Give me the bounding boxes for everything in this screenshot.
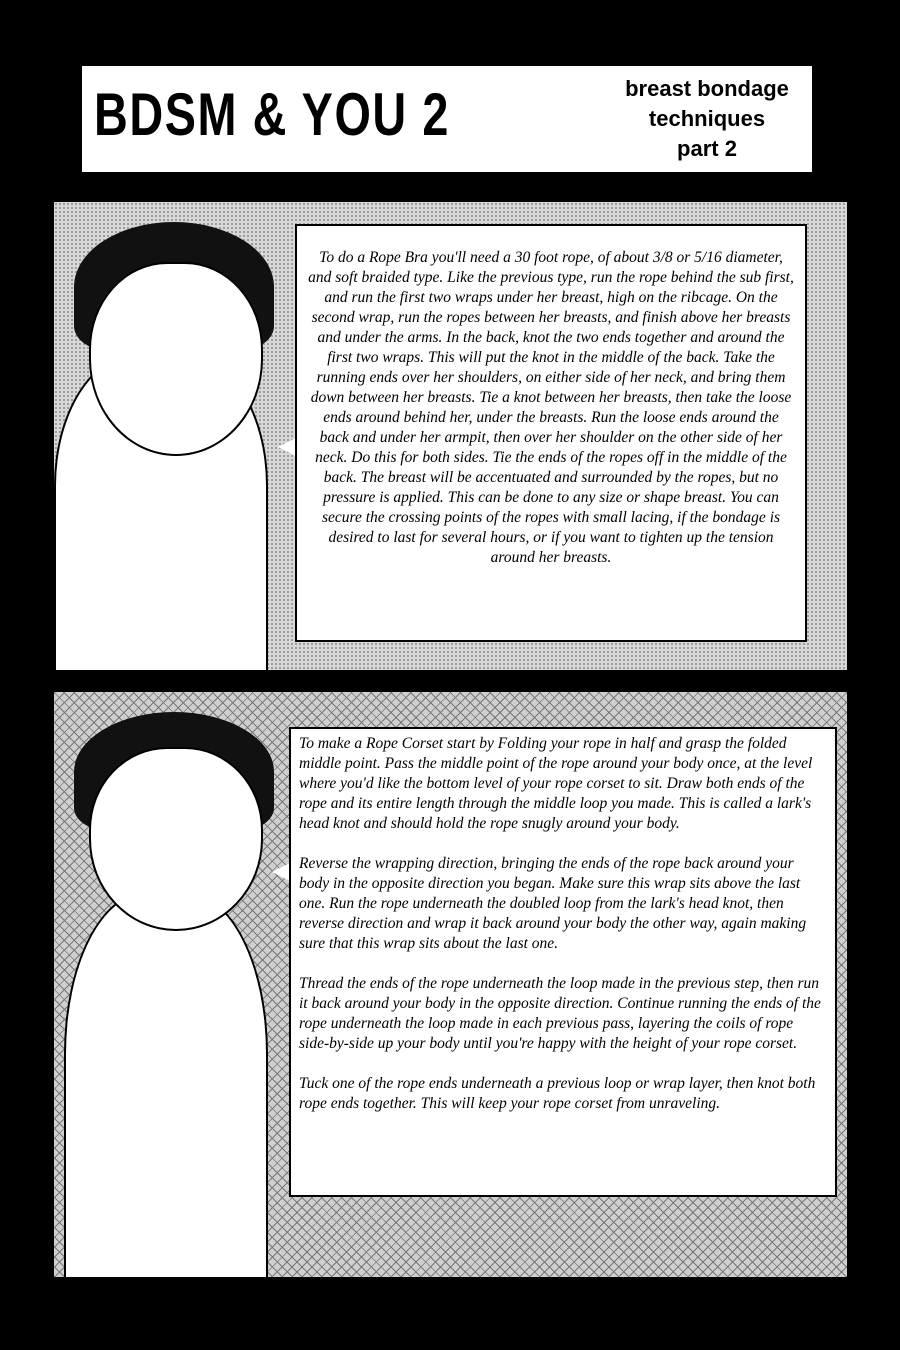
title-box	[80, 64, 814, 174]
paragraph: Tuck one of the rope ends underneath a previous loop or wrap layer, then knot both rope ends together. This will keep your rope corset from unraveling.	[299, 1075, 816, 1112]
comic-panel-2	[52, 690, 849, 1279]
subtitle-line: techniques	[648, 106, 766, 131]
paragraph: Thread the ends of the rope underneath the loop made in the previous step, then run it back around your body in the opposite direction. Continue running the ends of the rope underneath the loop made in each previous pass, layering the coils of rope side-by-side up your body until you're happy with the height of your rope corset.	[299, 975, 821, 1052]
page-title: BDSM & YOU 2	[94, 81, 450, 148]
paragraph: Reverse the wrapping direction, bringing the ends of the rope back around your body in the opposite direction you began. Make sure this wrap sits above the last one. Run the rope underneath the doubled loop from the lark's head knot, then reverse direction and wrap it back around your body the other way, again making sure that this wrap sits about the last one.	[299, 855, 807, 952]
character-illustration	[64, 892, 268, 1279]
character-head	[89, 262, 263, 456]
speech-bubble-rope-bra: To do a Rope Bra you'll need a 30 foot rope, of about 3/8 or 5/16 diameter, and soft braided type. Like the previous type, run the rope behind the sub first, and run the first two wraps under her breast, high on the ribcage. On the second wrap, run the ropes between her breasts, and finish above her breasts and under the arms. In the back, knot the two ends together and around the first two wraps. This will put the knot in the middle of the back. Take the running ends over her shoulders, on either side of her neck, and bring them down between her breasts. Tie a knot between her breasts, then take the loose ends around behind her, under the breasts. Run the loose ends around the back and under her armpit, then over her shoulder on the other side of her neck. Do this for both sides. Tie the ends of the ropes off in the middle of the back. The breast will be accentuated and surrounded by the ropes, but no pressure is applied. This can be done to any size or shape breast. You can secure the crossing points of the ropes with small lacing, if the bondage is desired to last for several hours, or if you want to tighten up the tension around her breasts.	[295, 224, 807, 642]
subtitle	[612, 74, 802, 164]
character-head	[89, 747, 263, 931]
speech-bubble-rope-corset	[289, 727, 837, 1197]
paragraph: To make a Rope Corset start by Folding your rope in half and grasp the folded middle point. Pass the middle point of the rope around your body once, at the level where you'd like the bottom level of your rope corset to sit. Draw both ends of the rope and its entire length through the middle loop you made. This is called a lark's head knot and should hold the rope snugly around your body.	[299, 735, 813, 832]
subtitle-line: part 2	[677, 136, 737, 161]
subtitle-line: breast bondage	[625, 76, 789, 101]
comic-panel-1	[52, 200, 849, 672]
